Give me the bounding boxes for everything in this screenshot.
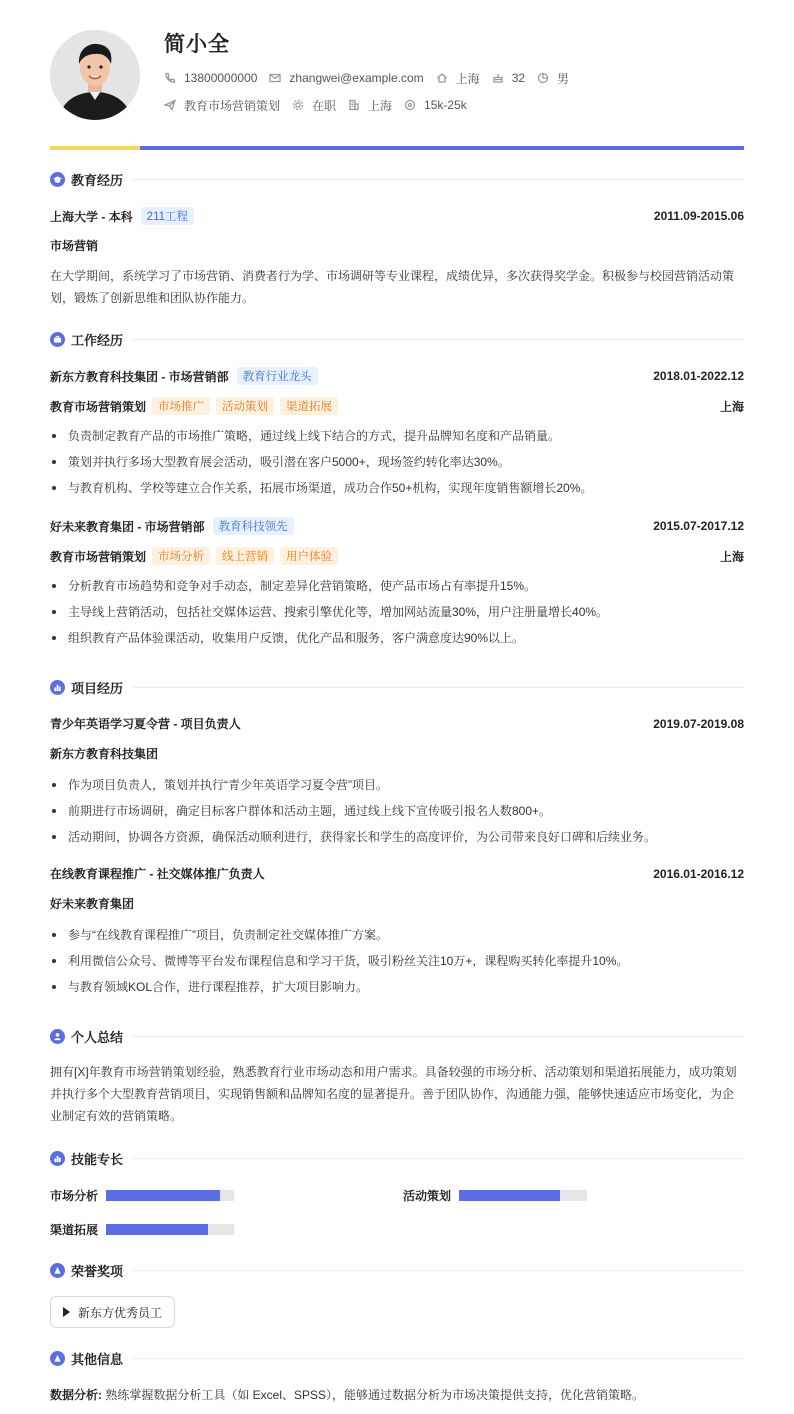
section-title: 项目经历: [71, 681, 124, 696]
mail-icon: [269, 72, 281, 84]
building-icon: [348, 99, 360, 111]
company-name: 好未来教育集团 - 市场营销部: [50, 519, 205, 534]
skill-bar-fill: [106, 1190, 220, 1201]
skill-tag: 用户体验: [280, 547, 338, 565]
list-item: 利用微信公众号、微博等平台发布课程信息和学习干货，吸引粉丝关注10万+，课程购买转化率提升10%。: [50, 948, 744, 974]
section-other-header: [50, 1349, 744, 1368]
age-item: [492, 70, 525, 86]
list-item: 作为项目负责人，策划并执行“青少年英语学习夏令营”项目。: [50, 772, 744, 798]
education-row: [50, 207, 744, 225]
phone-text: 13800000000: [184, 71, 258, 85]
section-rule: [133, 1036, 744, 1037]
user-icon: [50, 1029, 65, 1044]
project-org-row: [50, 895, 744, 912]
job-date: 2015.07-2017.12: [653, 519, 744, 533]
list-item: 与教育机构、学校等建立合作关系，拓展市场渠道，成功合作50+机构，实现年度销售额增长20%。: [50, 475, 744, 501]
skill-tag: 线上营销: [216, 547, 274, 565]
skill-label: 渠道拓展: [50, 1223, 99, 1237]
salary-text: 15k-25k: [424, 98, 467, 112]
cake-icon: [492, 72, 504, 84]
location-item: [436, 70, 480, 86]
project-bullet-list: [50, 772, 744, 850]
graduation-cap-icon: [50, 172, 65, 187]
project-date: 2019.07-2019.08: [653, 716, 744, 731]
other-info-label: 数据分析:: [50, 1388, 102, 1402]
divider-accent-yellow: [50, 146, 140, 150]
project-org: 好未来教育集团: [50, 897, 135, 911]
job-header-row: [50, 367, 744, 385]
section-rule: [133, 687, 744, 688]
school-name: 上海大学 - 本科: [50, 209, 133, 224]
honor-label: 新东方优秀员工: [78, 1305, 163, 1320]
skill-bar-track: [459, 1190, 587, 1201]
send-icon: [164, 99, 176, 111]
company-tag: 教育行业龙头: [237, 367, 318, 385]
email-text: zhangwei@example.com: [289, 71, 424, 85]
skill-item: [50, 1221, 234, 1238]
bar-chart-icon: [50, 680, 65, 695]
job-bullet-list: [50, 573, 744, 651]
phone-icon: [164, 72, 176, 84]
section-title: 其他信息: [71, 1352, 124, 1367]
bar-chart-icon: [50, 1151, 65, 1166]
job-city: 上海: [719, 549, 744, 564]
honor-chip[interactable]: [50, 1296, 175, 1328]
section-title: 技能专长: [71, 1152, 124, 1167]
status-text: 在职: [312, 98, 337, 113]
section-summary-header: [50, 1027, 744, 1046]
skill-bar-track: [106, 1190, 234, 1201]
skill-item: [403, 1187, 587, 1204]
section-work-header: [50, 330, 744, 349]
section-rule: [133, 1158, 744, 1159]
project-name: 青少年英语学习夏令营 - 项目负责人: [50, 717, 241, 731]
gender-icon: [537, 72, 549, 84]
list-item: 负责制定教育产品的市场推广策略，通过线上线下结合的方式，提升品牌知名度和产品销量。: [50, 423, 744, 449]
school-tag: 211工程: [141, 207, 194, 225]
project-name: 在线教育课程推广 - 社交媒体推广负责人: [50, 867, 265, 881]
skill-bar-fill: [106, 1224, 208, 1235]
company-tag: 教育科技领先: [213, 517, 294, 535]
list-item: 组织教育产品体验课活动，收集用户反馈，优化产品和服务，客户满意度达90%以上。: [50, 625, 744, 651]
email-item: [269, 70, 423, 86]
section-title: 工作经历: [71, 333, 124, 348]
job-role-row: [50, 547, 744, 565]
salary-item: [404, 97, 467, 113]
other-info-line: [50, 1386, 644, 1403]
skill-label: 市场分析: [50, 1189, 99, 1203]
list-item: 参与“在线教育课程推广”项目，负责制定社交媒体推广方案。: [50, 922, 744, 948]
medal-icon: [50, 1263, 65, 1278]
project-date: 2016.01-2016.12: [653, 866, 744, 881]
job-date: 2018.01-2022.12: [653, 369, 744, 383]
divider-accent-blue: [140, 146, 744, 150]
list-item: 活动期间，协调各方资源，确保活动顺利进行，获得家长和学生的高度评价，为公司带来良好口碑和后续业务。: [50, 824, 744, 850]
home-icon: [436, 72, 448, 84]
major-text: 市场营销: [50, 239, 99, 253]
skill-bar-track: [106, 1224, 234, 1235]
status-gear-icon: [292, 99, 304, 111]
contact-row: [164, 70, 581, 86]
job-target-text: 教育市场营销策划: [184, 98, 281, 113]
resume-page: [50, 0, 744, 1402]
project-bullet-list: [50, 922, 744, 1000]
section-honors-header: [50, 1261, 744, 1280]
project-header-row: [50, 715, 744, 732]
skill-bar-fill: [459, 1190, 560, 1201]
section-skills-header: [50, 1149, 744, 1168]
job-city: 上海: [719, 399, 744, 414]
briefcase-icon: [50, 332, 65, 347]
section-title: 荣誉奖项: [71, 1264, 124, 1279]
location-text: 上海: [455, 71, 480, 86]
section-title: 个人总结: [71, 1030, 124, 1045]
skill-item: [50, 1187, 234, 1204]
play-triangle-icon: [63, 1307, 70, 1317]
job-header-row: [50, 517, 744, 535]
section-rule: [133, 179, 744, 180]
job-intent-row: [164, 97, 479, 113]
work-city-item: [348, 97, 392, 113]
age-text: 32: [511, 71, 526, 85]
gender-item: [537, 70, 569, 86]
skill-tag: 渠道拓展: [280, 397, 338, 415]
job-bullet-list: [50, 423, 744, 501]
job-target-item: [164, 97, 280, 113]
header-divider-bar: [50, 146, 744, 150]
project-header-row: [50, 865, 744, 882]
job-role: 教育市场营销策划: [50, 399, 147, 414]
info-icon: [50, 1351, 65, 1366]
list-item: 与教育领域KOL合作，进行课程推荐，扩大项目影响力。: [50, 974, 744, 1000]
section-rule: [133, 1270, 744, 1271]
section-education-header: [50, 170, 744, 189]
company-name: 新东方教育科技集团 - 市场营销部: [50, 369, 229, 384]
summary-text: 拥有[X]年教育市场营销策划经验，熟悉教育行业市场动态和用户需求。具备较强的市场分析、活动策划和渠道拓展能力，成功策划并执行多个大型教育营销项目，实现销售额和品牌知名度的显著提升。善于团队协作，沟通能力强，能够快速适应市场变化，为企业制定有效的营销策略。: [50, 1065, 737, 1123]
skill-tag: 活动策划: [216, 397, 274, 415]
list-item: 主导线上营销活动，包括社交媒体运营、搜索引擎优化等，增加网站流量30%，用户注册量增长40%。: [50, 599, 744, 625]
list-item: 分析教育市场趋势和竞争对手动态，制定差异化营销策略，使产品市场占有率提升15%。: [50, 573, 744, 599]
project-org: 新东方教育科技集团: [50, 747, 159, 761]
section-rule: [133, 339, 744, 340]
list-item: 策划并执行多场大型教育展会活动，吸引潜在客户5000+，现场签约转化率达30%。: [50, 449, 744, 475]
list-item: 前期进行市场调研，确定目标客户群体和活动主题，通过线上线下宣传吸引报名人数800+。: [50, 798, 744, 824]
gender-text: 男: [557, 71, 570, 86]
skill-tag: 市场推广: [152, 397, 210, 415]
coin-icon: [404, 99, 416, 111]
work-city-text: 上海: [368, 98, 393, 113]
section-title: 教育经历: [71, 173, 124, 188]
education-description: 在大学期间，系统学习了市场营销、消费者行为学、市场调研等专业课程，成绩优异，多次获得奖学金。积极参与校园营销活动策划，锻炼了创新思维和团队协作能力。: [50, 269, 735, 305]
avatar: [50, 30, 140, 120]
resume-header: [50, 0, 744, 147]
other-info-text: 熟练掌握数据分析工具（如 Excel、SPSS），能够通过数据分析为市场决策提供支持，优化营销策略。: [105, 1388, 645, 1402]
candidate-name: 简小全: [164, 33, 230, 56]
section-rule: [133, 1358, 744, 1359]
job-role-row: [50, 397, 744, 415]
project-org-row: [50, 745, 744, 762]
major-row: [50, 237, 744, 254]
skill-tag: 市场分析: [152, 547, 210, 565]
education-date: 2011.09-2015.06: [653, 209, 744, 223]
skill-label: 活动策划: [403, 1189, 452, 1203]
section-projects-header: [50, 678, 744, 697]
phone-item: [164, 70, 257, 86]
status-item: [292, 97, 336, 113]
job-role: 教育市场营销策划: [50, 549, 147, 564]
